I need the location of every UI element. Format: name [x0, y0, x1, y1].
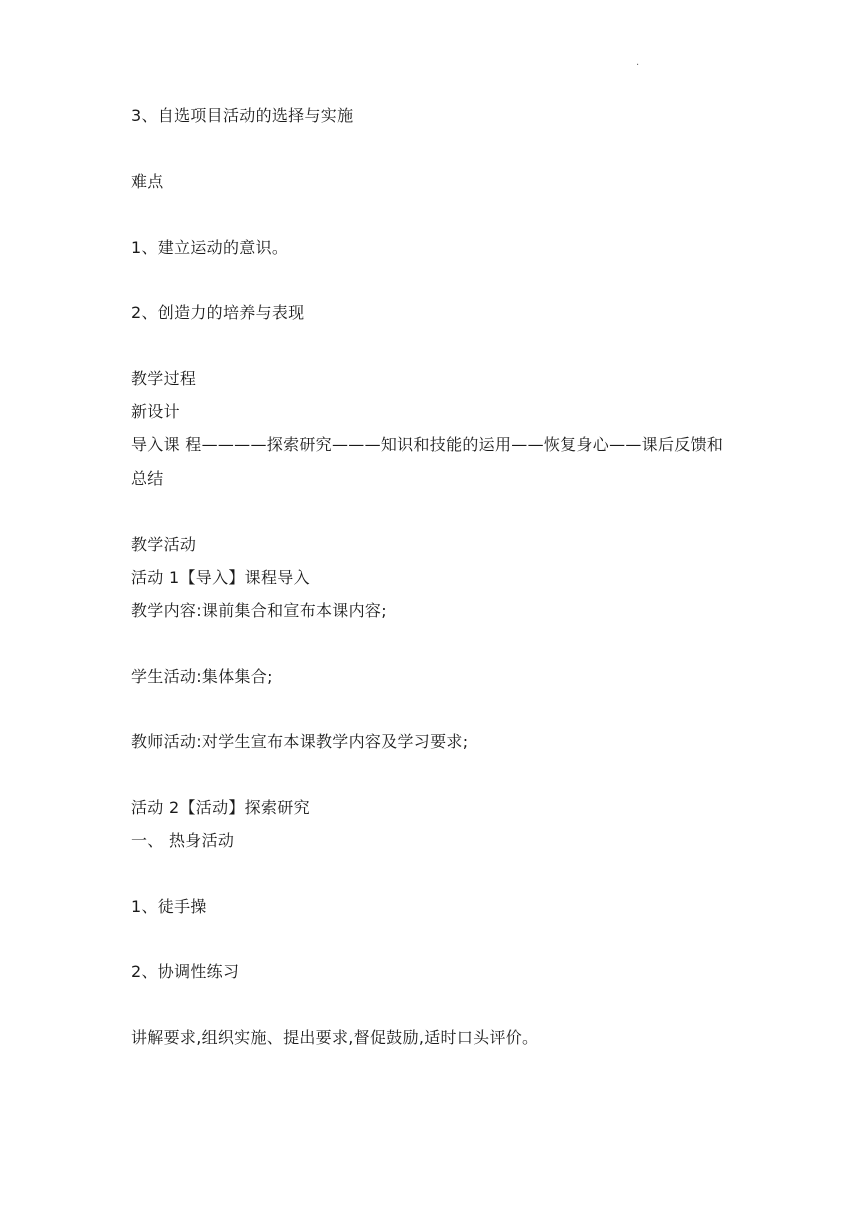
item-3-optional-activity: 3、自选项目活动的选择与实施: [131, 106, 354, 125]
header-mark: .: [636, 57, 640, 68]
student-activity: 学生活动:集体集合;: [131, 667, 273, 686]
difficulty-2: 2、创造力的培养与表现: [131, 303, 305, 322]
warmup-item-2: 2、协调性练习: [131, 962, 240, 981]
warmup-item-1: 1、徒手操: [131, 897, 207, 916]
teaching-content: 教学内容:课前集合和宣布本课内容;: [131, 601, 387, 620]
activity-2-title: 活动 2【活动】探索研究: [131, 798, 310, 817]
warmup-heading: 一、 热身活动: [131, 831, 235, 850]
process-flow-text: 导入课 程————探索研究———知识和技能的运用——恢复身心——课后反馈和总结: [131, 435, 724, 488]
difficulty-1: 1、建立运动的意识。: [131, 238, 289, 257]
heading-teaching-activities: 教学活动: [131, 535, 197, 554]
teacher-activity: 教师活动:对学生宣布本课教学内容及学习要求;: [131, 732, 469, 751]
instruction-note: 讲解要求,组织实施、提出要求,督促鼓励,适时口头评价。: [131, 1028, 539, 1047]
heading-difficulties: 难点: [131, 172, 164, 191]
new-design-label: 新设计: [131, 402, 180, 421]
activity-1-title: 活动 1【导入】课程导入: [131, 568, 310, 587]
heading-teaching-process: 教学过程: [131, 369, 197, 388]
